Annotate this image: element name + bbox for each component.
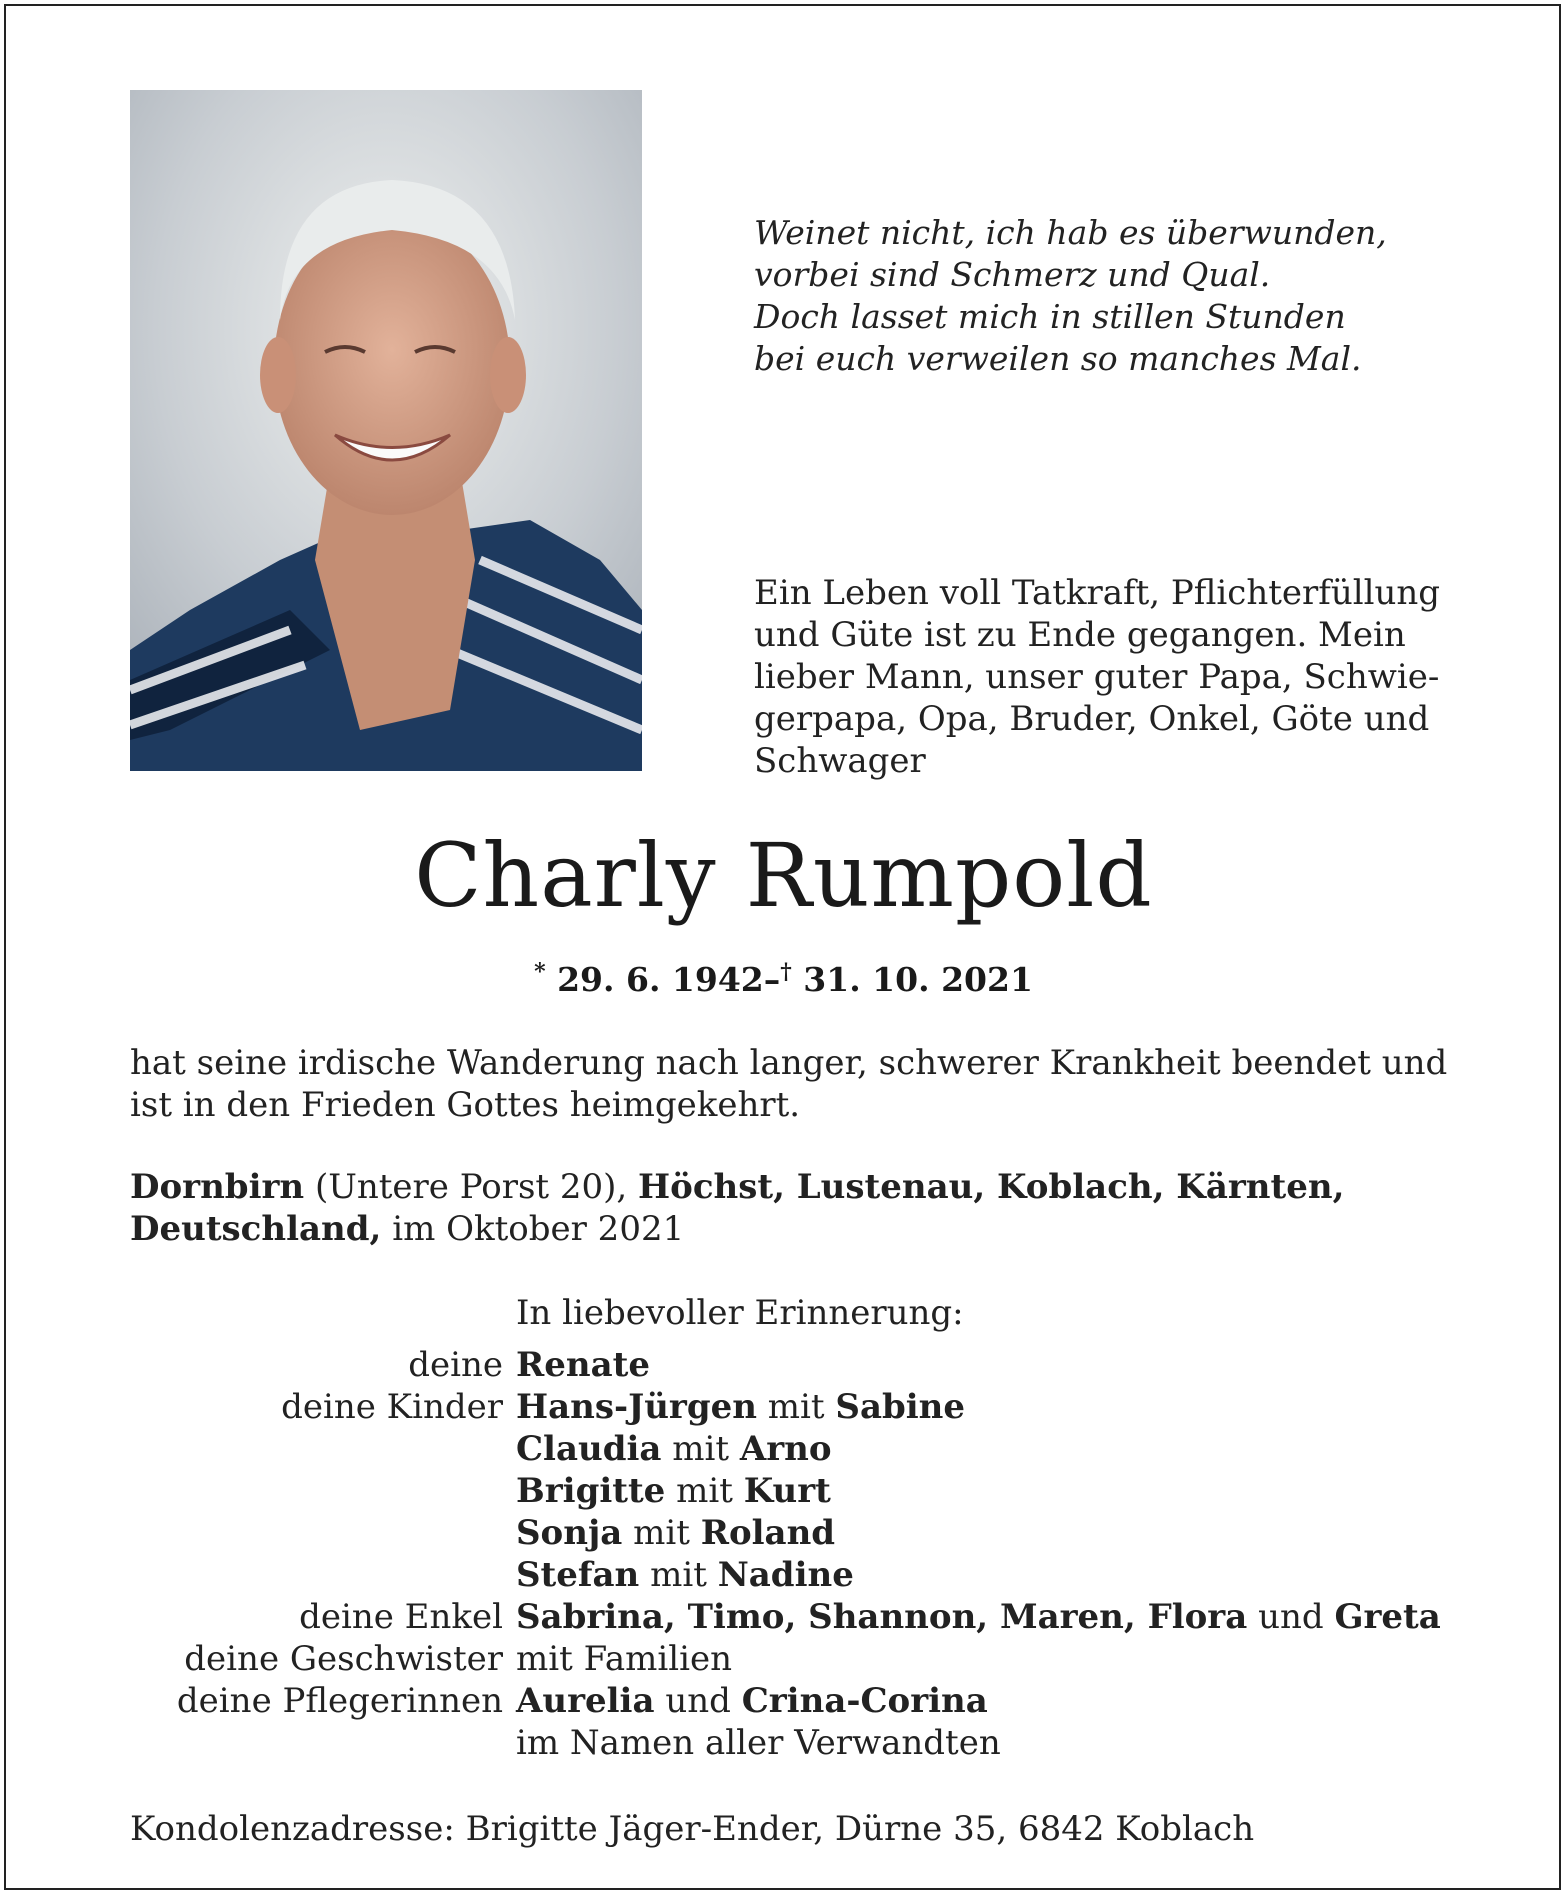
date-separator: –: [763, 960, 781, 999]
intro-line: Schwager: [754, 741, 926, 781]
family-connector: mit: [633, 1513, 690, 1553]
family-list: [0, 1344, 1567, 1764]
family-name: Sonja: [516, 1513, 623, 1553]
relation-label: deine Pflegerinnen: [176, 1681, 503, 1721]
poem-line: Weinet nicht, ich hab es überwunden,: [754, 213, 1387, 252]
places-and-date: [130, 1166, 1450, 1250]
intro-text: [754, 572, 1441, 782]
memory-heading: In liebevoller Erinnerung:: [516, 1293, 964, 1333]
family-name: Claudia: [516, 1429, 662, 1469]
family-connector: und: [665, 1681, 731, 1721]
family-connector: mit: [672, 1429, 730, 1469]
family-row: [0, 1344, 1567, 1386]
family-row: [0, 1680, 1567, 1722]
relation-label: deine Enkel: [299, 1597, 503, 1637]
family-connector: mit: [767, 1387, 825, 1427]
family-name: Stefan: [516, 1555, 640, 1595]
family-name: Sabrina, Timo, Shannon, Maren, Flora: [516, 1597, 1248, 1637]
birth-symbol: *: [534, 959, 546, 985]
family-row: [0, 1428, 1567, 1470]
place-country: Deutschland,: [130, 1209, 382, 1249]
announcement-line: hat seine irdische Wanderung nach langer, schwerer Krankheit beendet und: [130, 1043, 1448, 1083]
place-date: im Oktober 2021: [392, 1209, 685, 1249]
intro-line: lieber Mann, unser guter Papa, Schwie-: [754, 657, 1440, 697]
family-name: Greta: [1334, 1597, 1441, 1637]
family-row: [0, 1512, 1567, 1554]
announcement-text: [130, 1042, 1448, 1126]
poem-line: vorbei sind Schmerz und Qual.: [754, 255, 1271, 294]
family-name: Roland: [700, 1513, 836, 1553]
family-name: Sabine: [835, 1387, 966, 1427]
family-name: Renate: [516, 1345, 650, 1385]
family-name: Aurelia: [516, 1681, 655, 1721]
family-row: [0, 1638, 1567, 1680]
family-row: [0, 1596, 1567, 1638]
family-row: [0, 1554, 1567, 1596]
deceased-name: Charly Rumpold: [414, 824, 1153, 927]
family-row: [0, 1722, 1567, 1764]
relation-label: deine Geschwister: [184, 1639, 503, 1679]
family-name: Kurt: [743, 1471, 831, 1511]
family-text: im Namen aller Verwandten: [516, 1723, 1001, 1763]
poem-line: bei euch verweilen so manches Mal.: [754, 339, 1362, 378]
poem-line: Doch lasset mich in stillen Stunden: [754, 297, 1346, 336]
death-symbol: †: [780, 959, 792, 985]
life-dates: [0, 952, 1567, 1000]
family-name: Brigitte: [516, 1471, 666, 1511]
family-connector: mit: [650, 1555, 707, 1595]
announcement-line: ist in den Frieden Gottes heimgekehrt.: [130, 1085, 801, 1125]
intro-line: und Güte ist zu Ende gegangen. Mein: [754, 615, 1406, 655]
relation-label: deine: [408, 1345, 503, 1385]
poem: [754, 212, 1454, 380]
relation-label: deine Kinder: [281, 1387, 503, 1427]
place-city: Dornbirn: [130, 1167, 305, 1207]
intro-line: Ein Leben voll Tatkraft, Pflichterfüllung: [754, 573, 1441, 613]
family-row: [0, 1470, 1567, 1512]
birth-date: 29. 6. 1942: [557, 960, 764, 999]
intro-line: gerpapa, Opa, Bruder, Onkel, Göte und: [754, 699, 1430, 739]
family-connector: und: [1258, 1597, 1324, 1637]
death-date: 31. 10. 2021: [803, 960, 1033, 999]
place-others: Höchst, Lustenau, Koblach, Kärnten,: [638, 1167, 1345, 1207]
family-row: [0, 1386, 1567, 1428]
family-name: Hans-Jürgen: [516, 1387, 757, 1427]
family-text: mit Familien: [516, 1639, 733, 1679]
family-name: Nadine: [717, 1555, 854, 1595]
portrait-photo: [130, 90, 642, 771]
place-address: (Untere Porst 20),: [314, 1167, 628, 1207]
family-name: Crina-Corina: [741, 1681, 988, 1721]
condolence-address: Kondolenzadresse: Brigitte Jäger-Ender, Dürne 35, 6842 Koblach: [130, 1809, 1255, 1849]
family-name: Arno: [739, 1429, 832, 1469]
family-connector: mit: [676, 1471, 733, 1511]
